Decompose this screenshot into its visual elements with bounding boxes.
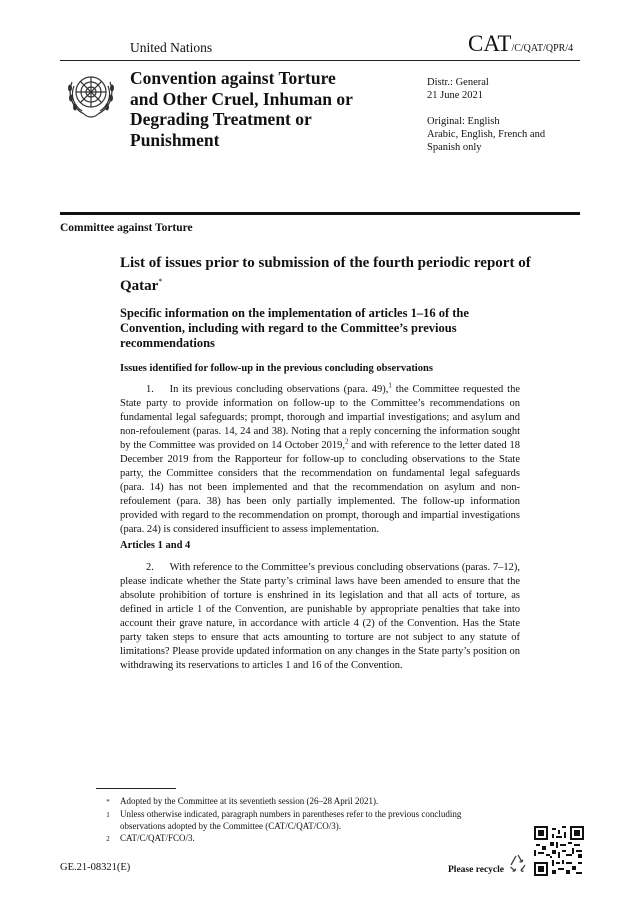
recycle-text: Please recycle	[448, 865, 504, 875]
un-emblem-icon	[64, 68, 118, 122]
footnote-mark: *	[106, 798, 110, 806]
header-thick-rule	[60, 212, 580, 215]
footnotes	[96, 795, 506, 845]
section-heading-follow-up: Issues identified for follow-up in the previous concluding observations	[120, 363, 433, 374]
issue-date: 21 June 2021	[427, 90, 483, 101]
symbol-main: CAT	[468, 31, 512, 56]
footnote-ref: 1	[388, 381, 392, 390]
convention-title: Convention against Torture and Other Cruel, Inhuman or Degrading Treatment or Punishment	[130, 68, 353, 150]
available-languages: Arabic, English, French and Spanish only	[427, 129, 546, 153]
qr-code-icon	[534, 826, 584, 876]
job-number: GE.21-08321(E)	[60, 862, 131, 873]
footnote-text: Adopted by the Committee at its seventieth session (26–28 April 2021).	[120, 796, 379, 806]
paragraph-text: the Committee requested the State party to provide information on follow-up to the Committee’s recommendations on fundamental legal safeguards; prompt, thorough and impartial investigations; and asylum and non-refoulement (paras. 14, 24 and 38). Noting that a reply concerning the information sought by the Committee was provided on 14 October 2019,	[120, 384, 521, 452]
document-subtitle: Specific information on the implementation of articles 1–16 of the Convention, including with regard to the Committee’s previous recommendations	[120, 306, 469, 350]
footnote-mark: 1	[106, 811, 110, 819]
paragraph-number: 2.	[146, 562, 154, 573]
paragraph-number: 1.	[146, 384, 154, 395]
distribution-label: Distr.: General	[427, 77, 489, 88]
footnote	[96, 808, 506, 832]
section-heading-articles: Articles 1 and 4	[120, 540, 191, 551]
footnote-ref: 2	[344, 437, 349, 446]
document-title	[120, 255, 560, 295]
committee-name: Committee against Torture	[60, 222, 193, 234]
document-title-text: List of issues prior to submission of the fourth periodic report of Qatar	[120, 255, 531, 294]
recycle-icon	[507, 852, 529, 874]
paragraph-text: In its previous concluding observations (para. 49),	[169, 384, 389, 395]
footnote	[96, 832, 506, 845]
footnote	[96, 795, 506, 808]
symbol-suffix: /C/QAT/QPR/4	[511, 43, 574, 54]
paragraph-text: With reference to the Committee’s previous concluding observations (paras. 7–12), please indicate whether the State party’s criminal laws have been amended to ensure that the absolute prohibition of torture is enshrined in its legislation and that all acts of torture, as defined in article 1 of the Convention, are punishable by appropriate penalties that take into account their grave nature, in accordance with article 4 (2) of the Convention. Has the State party taken steps to ensure that acts amounting to torture are not subject to any statute of limitations? Please provide updated information on any changes in the State party’s position on withdrawing its reservations to articles 1 and 16 of the Convention.	[120, 562, 520, 672]
distribution-block	[427, 76, 489, 102]
paragraph-1	[120, 383, 520, 538]
footnote-rule	[96, 788, 176, 789]
footnote-mark: 2	[106, 835, 110, 843]
footnote-text: Unless otherwise indicated, paragraph numbers in parentheses refer to the previous concluding observations adopted by the Committee (CAT/C/QAT/CO/3).	[120, 809, 462, 831]
language-block	[427, 115, 577, 154]
title-footnote-mark: *	[158, 276, 163, 286]
paragraph-text: and with reference to the letter dated 18 December 2019 from the Rapporteur for follow-up to concluding observations to the State party, the Committee considers that the recommendation on fundamental legal safeguards (para. 14) has not been implemented and that the recommendation on asylum and non-refoulement (para. 38) has been only partially implemented. The follow-up information provided with regard to the recommendation on prompt, thorough and impartial investigations (para. 24) is considered insufficient to assess implementation.	[120, 440, 520, 536]
organization-name: United Nations	[130, 40, 213, 55]
original-language: Original: English	[427, 116, 500, 127]
header-rule	[60, 60, 580, 61]
paragraph-2	[120, 561, 520, 673]
document-symbol	[468, 31, 573, 57]
footnote-text: CAT/C/QAT/FCO/3.	[120, 833, 195, 843]
